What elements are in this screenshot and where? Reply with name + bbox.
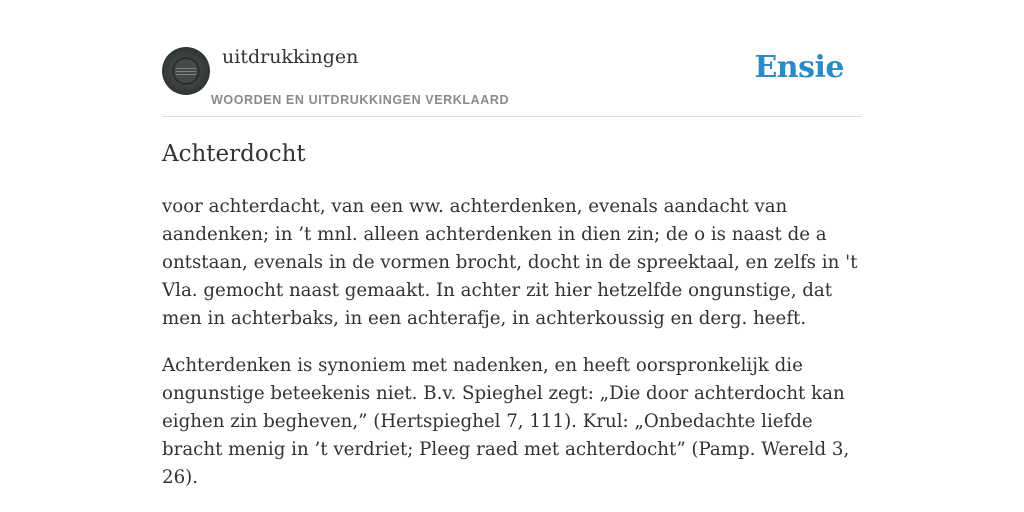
site-name-link[interactable]: uitdrukkingen bbox=[222, 46, 359, 68]
ensie-logo-link[interactable]: Ensie bbox=[754, 50, 844, 85]
avatar-detail bbox=[176, 71, 196, 72]
article-paragraph: Achterdenken is synoniem met nadenken, en heeft oorspronkelijk die ongunstige beteekenis niet. B.v. Spieghel zegt: „Die door achterdocht kan eighen zin begheven,” (Hertspieghel 7, 111). Krul: „Onbedachte liefde bracht menig in ’t verdriet; Pleeg raed met achterdocht” (Pamp. Wereld 3, 26). bbox=[162, 355, 850, 488]
site-tagline: WOORDEN EN UITDRUKKINGEN VERKLAARD bbox=[211, 93, 510, 107]
avatar-detail bbox=[176, 68, 196, 69]
site-header bbox=[162, 0, 862, 117]
article-paragraph: voor achterdacht, van een ww. achterdenken, evenals aandacht van aandenken; in ’t mnl. alleen achterdenken in dien zin; de o is naast de a ontstaan, evenals in de vormen brocht, docht in de spreektaal, en zelfs in 't Vla. gemocht naast gemaakt. In achter zit hier hetzelfde ongunstige, dat men in achterbaks, in een achterafje, in achterkoussig en derg. heeft. bbox=[162, 196, 858, 329]
content-card bbox=[162, 0, 862, 492]
site-avatar[interactable] bbox=[162, 47, 210, 95]
page-title: Achterdocht bbox=[162, 141, 306, 167]
article-body bbox=[162, 193, 862, 492]
avatar-detail bbox=[176, 74, 196, 75]
